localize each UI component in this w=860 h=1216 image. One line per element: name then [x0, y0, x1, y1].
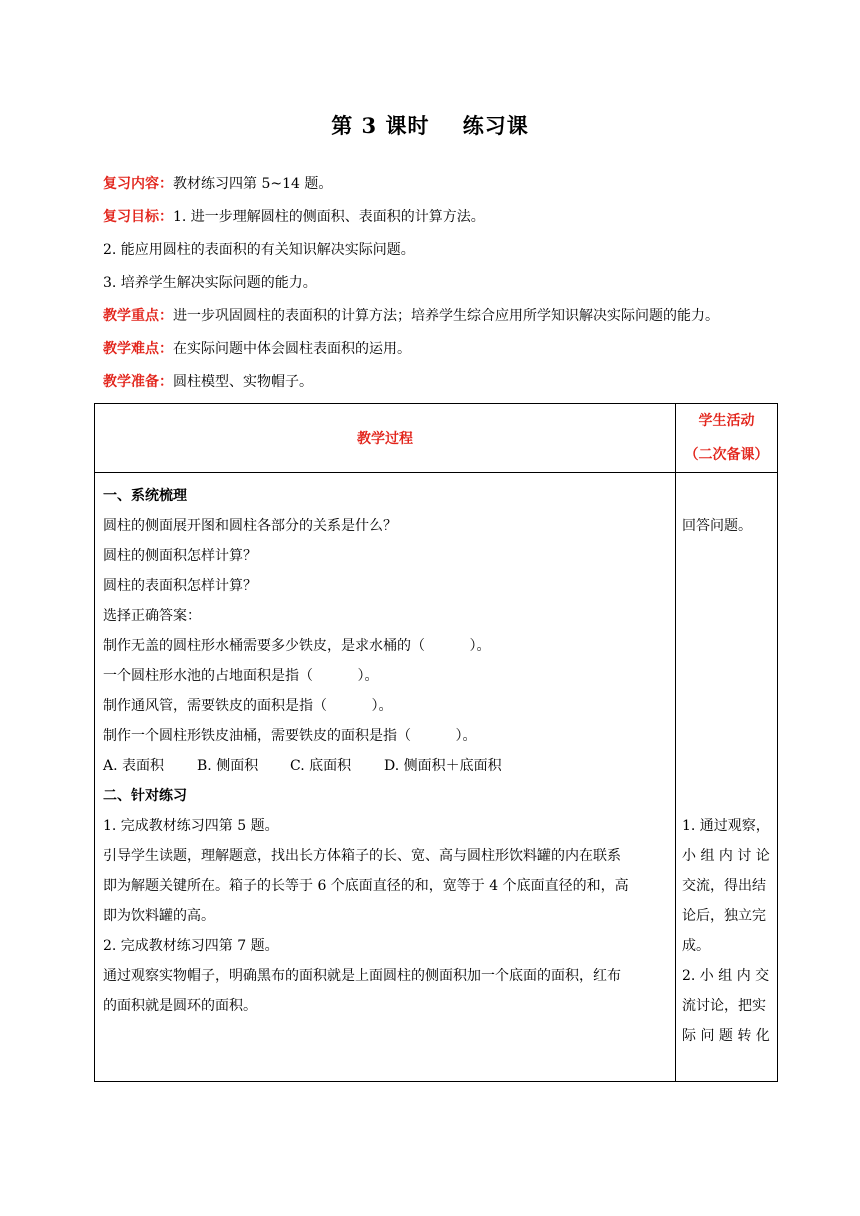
exercise2-title: 2. 完成教材练习四第 7 题。 — [103, 938, 279, 954]
exercise1-body: 引导学生读题，理解题意，找出长方体箱子的长、宽、高与圆柱形饮料罐的内在联系 — [103, 848, 621, 864]
option-d: D. 侧面积＋底面积 — [384, 758, 502, 774]
student-activity-line: 小 组 内 讨 论 — [682, 848, 770, 864]
exercise2-body: 的面积就是圆环的面积。 — [103, 998, 257, 1014]
list-item: 圆柱的侧面积怎样计算？ — [103, 548, 257, 564]
student-activity-line: 交流，得出结 — [682, 878, 766, 894]
exercise1-body: 即为饮料罐的高。 — [103, 908, 215, 924]
review-content-line — [103, 174, 783, 194]
page-title: 第 3 课时 练习课 — [331, 113, 529, 138]
header-teaching-process: 教学过程 — [95, 404, 676, 473]
list-item: 制作通风管，需要铁皮的面积是指（ ）。 — [103, 698, 393, 714]
preparation-label: 教学准备： — [103, 374, 173, 390]
key-point-line — [103, 306, 803, 326]
list-item: 制作一个圆柱形铁皮油桶，需要铁皮的面积是指（ ）。 — [103, 728, 477, 744]
teaching-process-cell — [95, 473, 676, 1082]
student-answer-note: 回答问题。 — [682, 518, 752, 534]
option-b: B. 侧面积 — [197, 758, 259, 774]
list-item: 圆柱的侧面展开图和圆柱各部分的关系是什么？ — [103, 518, 397, 534]
header-student-activity — [676, 404, 778, 473]
key-point-text: 进一步巩固圆柱的表面积的计算方法；培养学生综合应用所学知识解决实际问题的能力。 — [173, 308, 719, 324]
student-activity-cell — [676, 473, 778, 1082]
header-right-line-2: （二次备课） — [684, 447, 769, 463]
header-right-line-1: 学生活动 — [698, 413, 755, 429]
review-content-label: 复习内容： — [103, 176, 173, 192]
exercise1-body: 即为解题关键所在。箱子的长等于 6 个底面直径的和，宽等于 4 个底面直径的和，高 — [103, 878, 629, 894]
difficulty-label: 教学难点： — [103, 341, 173, 357]
list-item: 制作无盖的圆柱形水桶需要多少铁皮，是求水桶的（ ）。 — [103, 638, 491, 654]
review-goal-line — [103, 207, 783, 227]
review-goal-label: 复习目标： — [103, 209, 173, 225]
student-activity-line: 2. 小 组 内 交 — [682, 968, 770, 984]
student-activity-line: 成。 — [682, 938, 710, 954]
review-goal-3: 3. 培养学生解决实际问题的能力。 — [103, 275, 317, 291]
student-activity-line: 际 问 题 转 化 — [682, 1028, 770, 1044]
review-content-text: 教材练习四第 5~14 题。 — [173, 176, 333, 192]
section2-title: 二、针对练习 — [103, 788, 187, 804]
lesson-table — [94, 403, 778, 1082]
exercise2-body: 通过观察实物帽子，明确黑布的面积就是上面圆柱的侧面积加一个底面的面积，红布 — [103, 968, 621, 984]
student-activity-line: 论后，独立完 — [682, 908, 766, 924]
difficulty-text: 在实际问题中体会圆柱表面积的运用。 — [173, 341, 411, 357]
preparation-line — [103, 372, 783, 392]
list-item: 一个圆柱形水池的占地面积是指（ ）。 — [103, 668, 379, 684]
answer-options — [103, 751, 667, 781]
student-activity-line: 1. 通过观察， — [682, 818, 770, 834]
difficulty-line — [103, 339, 783, 359]
exercise1-title: 1. 完成教材练习四第 5 题。 — [103, 818, 279, 834]
option-c: C. 底面积 — [290, 758, 352, 774]
list-item: 选择正确答案： — [103, 608, 201, 624]
option-a: A. 表面积 — [103, 758, 165, 774]
review-goal-2: 2. 能应用圆柱的表面积的有关知识解决实际问题。 — [103, 242, 415, 258]
section1-title: 一、系统梳理 — [103, 488, 187, 504]
preparation-text: 圆柱模型、实物帽子。 — [173, 374, 313, 390]
table-body-row — [95, 473, 778, 1082]
key-point-label: 教学重点： — [103, 308, 173, 324]
student-activity-line: 流讨论，把实 — [682, 998, 766, 1014]
table-header-row — [95, 404, 778, 473]
list-item: 圆柱的表面积怎样计算？ — [103, 578, 257, 594]
review-goal-1: 1. 进一步理解圆柱的侧面积、表面积的计算方法。 — [173, 209, 485, 225]
